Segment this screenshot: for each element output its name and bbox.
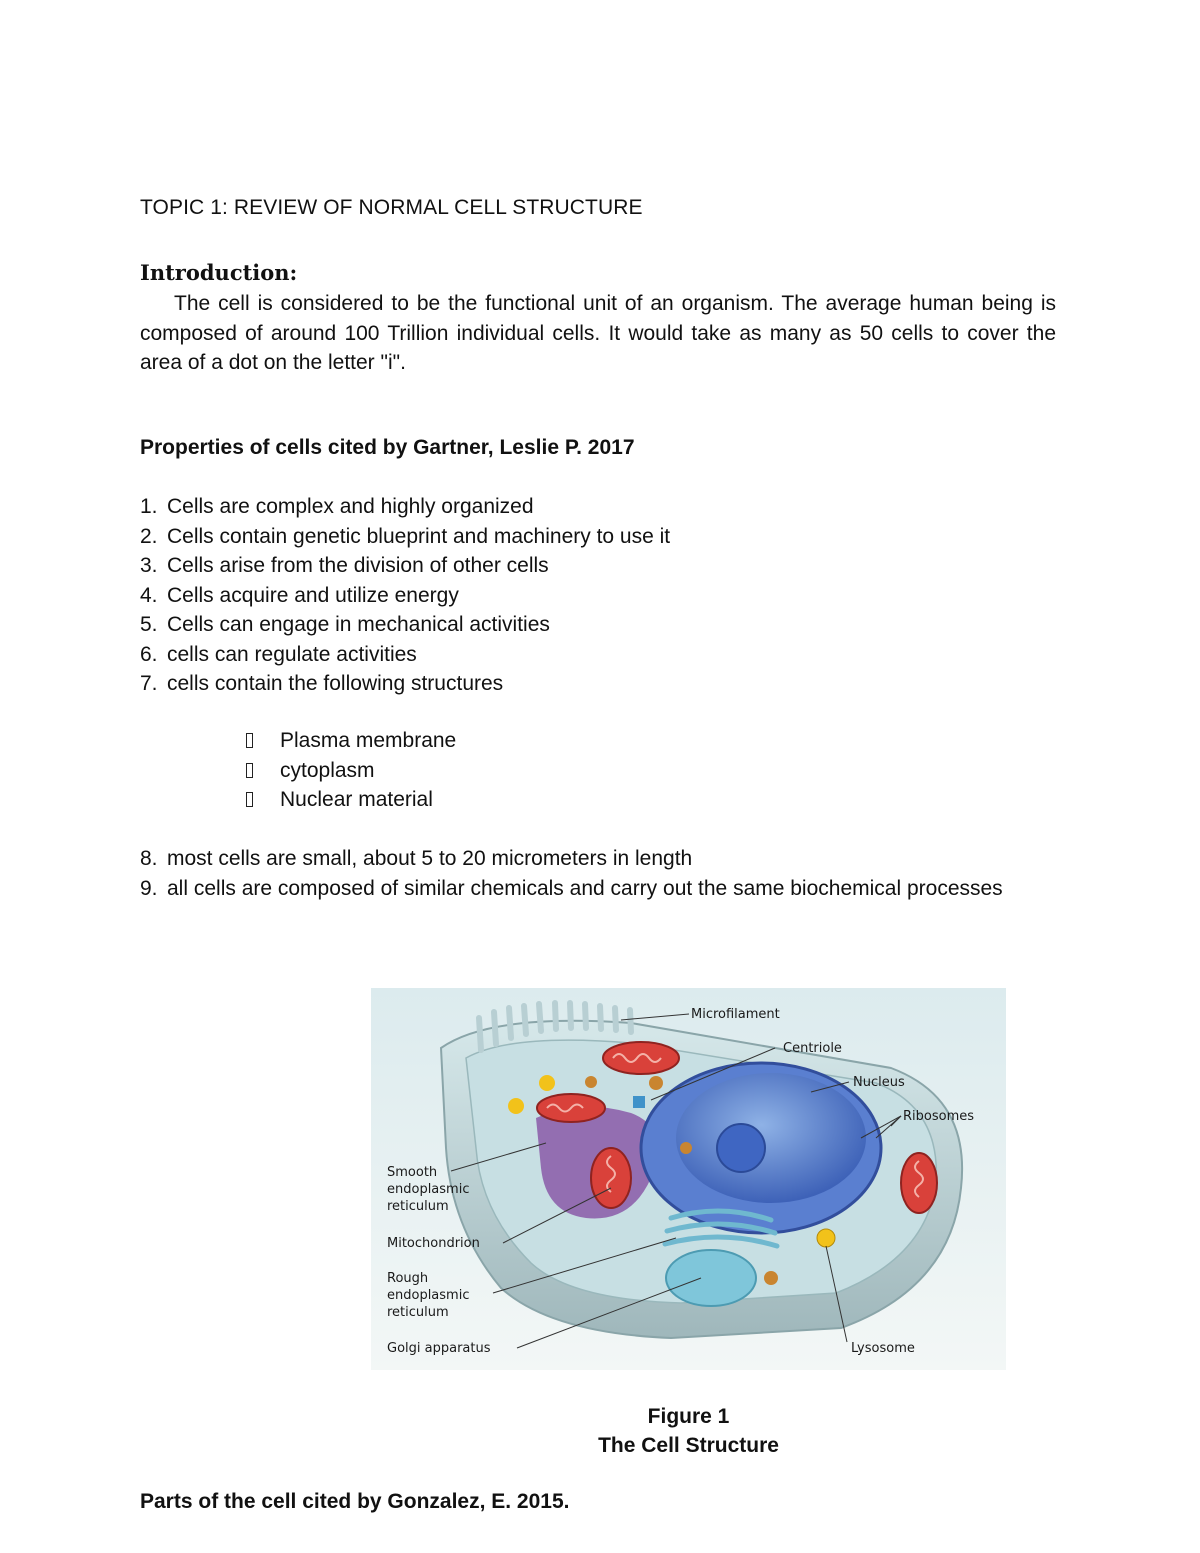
topic-title: TOPIC 1: REVIEW OF NORMAL CELL STRUCTURE <box>140 196 643 219</box>
cell-structure-figure <box>371 988 1006 1370</box>
figure-number: Figure 1 <box>647 1405 730 1428</box>
cell-diagram <box>371 988 1006 1370</box>
label-smooth-er: reticulum <box>387 1199 449 1214</box>
list-item: 6. cells can regulate activities <box>140 642 417 666</box>
nucleolus <box>717 1124 765 1172</box>
centriole <box>633 1096 645 1108</box>
introduction-heading: Introduction: <box>140 260 298 285</box>
rough-er-vesicle <box>666 1250 756 1306</box>
list-item: 7. cells contain the following structures <box>140 672 504 695</box>
figure-caption <box>371 1402 1006 1460</box>
list-item: 3. Cells arise from the division of other cells <box>140 554 549 577</box>
properties-heading: Properties of cells cited by Gartner, Leslie P. 2017 <box>140 436 635 459</box>
label-golgi-apparatus: Golgi apparatus <box>387 1341 491 1356</box>
label-mitochondrion: Mitochondrion <box>387 1236 480 1251</box>
parts-heading: Parts of the cell cited by Gonzalez, E. 2015. <box>140 1490 570 1513</box>
nucleus <box>676 1073 866 1203</box>
label-rough-er: Rough <box>387 1271 429 1286</box>
list-item: 2. Cells contain genetic blueprint and machinery to use it <box>140 524 671 548</box>
list-item: 5. Cells can engage in mechanical activities <box>140 613 550 636</box>
list-item: cytoplasm <box>246 756 456 786</box>
label-microfilament: Microfilament <box>691 1007 780 1022</box>
list-item: Plasma membrane <box>246 726 456 756</box>
list-item: 4. Cells acquire and utilize energy <box>140 583 459 607</box>
structures-list <box>246 726 456 815</box>
properties-list <box>140 492 1056 699</box>
label-centriole: Centriole <box>783 1041 842 1056</box>
label-smooth-er: Smooth <box>387 1165 438 1180</box>
list-item: Nuclear material <box>246 785 456 815</box>
bullet-icon <box>246 733 253 748</box>
list-item: 1. Cells are complex and highly organized <box>140 495 534 518</box>
label-rough-er: reticulum <box>387 1305 449 1320</box>
label-smooth-er: endoplasmic <box>387 1182 470 1197</box>
properties-list-continued <box>140 844 1056 903</box>
label-lysosome: Lysosome <box>851 1341 915 1356</box>
introduction-text: The cell is considered to be the functional unit of an organism. The average human being is composed of around 100 Trillion individual cells. It would take as many as 50 cells to cover the area of a dot on the letter "i". <box>140 292 1056 374</box>
bullet-icon <box>246 792 253 807</box>
list-item: 8. most cells are small, about 5 to 20 micrometers in length <box>140 847 693 870</box>
label-nucleus: Nucleus <box>853 1075 905 1090</box>
figure-title: The Cell Structure <box>598 1434 779 1457</box>
list-item: 9. all cells are composed of similar chemicals and carry out the same biochemical processes <box>140 876 1003 900</box>
label-ribosomes: Ribosomes <box>903 1109 975 1124</box>
label-rough-er: endoplasmic <box>387 1288 470 1303</box>
bullet-icon <box>246 763 253 778</box>
